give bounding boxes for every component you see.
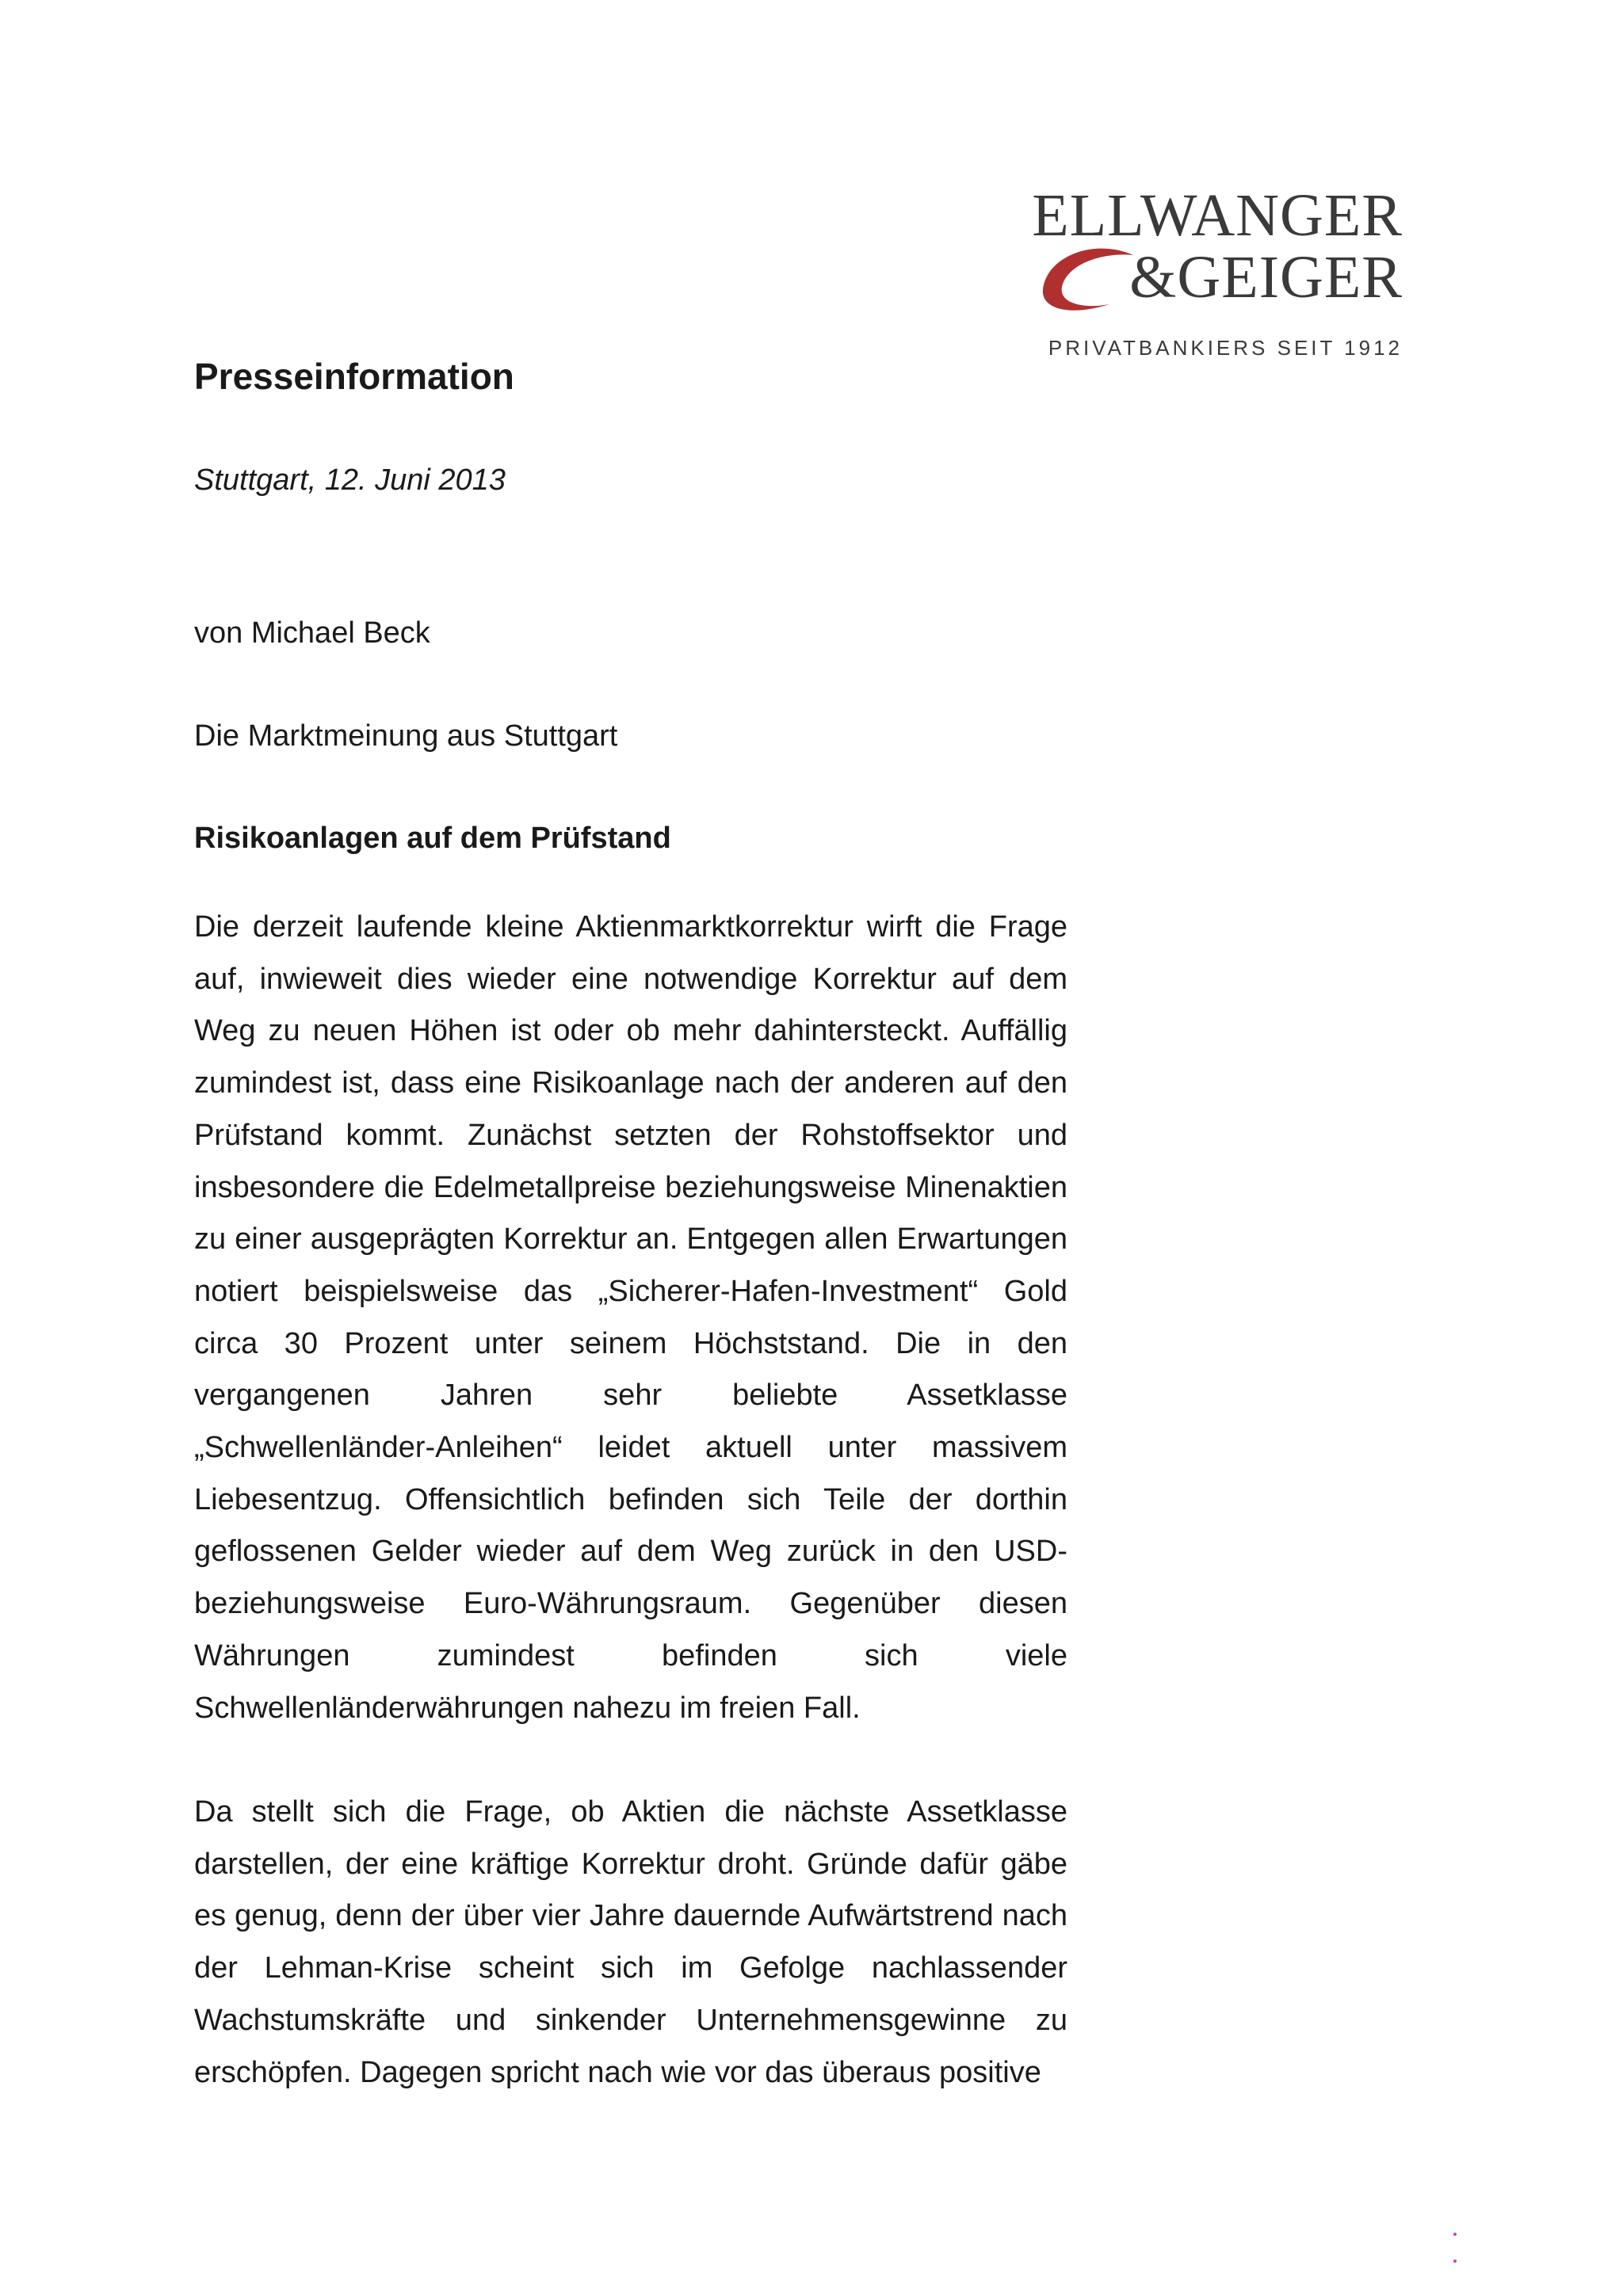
logo-wordmark-line2: &GEIGER [1129,244,1403,311]
author-byline: von Michael Beck [194,616,430,650]
page-marker-dots [1453,2233,1460,2280]
body-paragraph-1: Die derzeit laufende kleine Aktienmarktkorrektur wirft die Frage auf, inwieweit dies wieder eine notwendige Korrektur auf dem Weg zu neuen Höhen ist oder ob mehr dahintersteckt. Auffällig zumindest ist, dass eine Risikoanlage nach der anderen auf den Prüfstand kommt. Zunächst setzten der Rohstoffsektor und insbesondere die Edelmetallpreise beziehungsweise Minenaktien zu einer ausgeprägten Korrektur an. Entgegen allen Erwartungen notiert beispielsweise das „Sicherer-Hafen-Investment“ Gold circa 30 Prozent unter seinem Höchststand. Die in den vergangenen Jahren sehr beliebte Assetklasse „Schwellenländer-Anleihen“ leidet aktuell unter massivem Liebesentzug. Offensichtlich befinden sich Teile der dorthin geflossenen Gelder wieder auf dem Weg zurück in den USD-beziehungsweise Euro-Währungsraum. Gegenüber diesen Währungen zumindest befinden sich viele Schwellenländerwährungen nahezu im freien Fall. [194,910,1067,1725]
logo-tagline: PRIVATBANKIERS SEIT 1912 [1048,336,1403,360]
logo-wordmark-line1: ELLWANGER [1032,182,1403,249]
company-logo [1032,174,1403,372]
body-paragraph-2: Da stellt sich die Frage, ob Aktien die nächste Assetklasse darstellen, der eine kräftige Korrektur droht. Gründe dafür gäbe es genug, denn der über vier Jahre dauernde Aufwärtstrend nach der Lehman-Krise scheint sich im Gefolge nachlassender Wachstumskräfte und sinkender Unternehmensgewinne zu erschöpfen. Dagegen spricht nach wie vor das überaus positive [194,1795,1067,2089]
article-headline: Risikoanlagen auf dem Prüfstand [194,822,671,855]
dateline: Stuttgart, 12. Juni 2013 [194,463,506,497]
column-name: Die Marktmeinung aus Stuttgart [194,719,618,753]
page-title: Presseinformation [194,356,514,397]
